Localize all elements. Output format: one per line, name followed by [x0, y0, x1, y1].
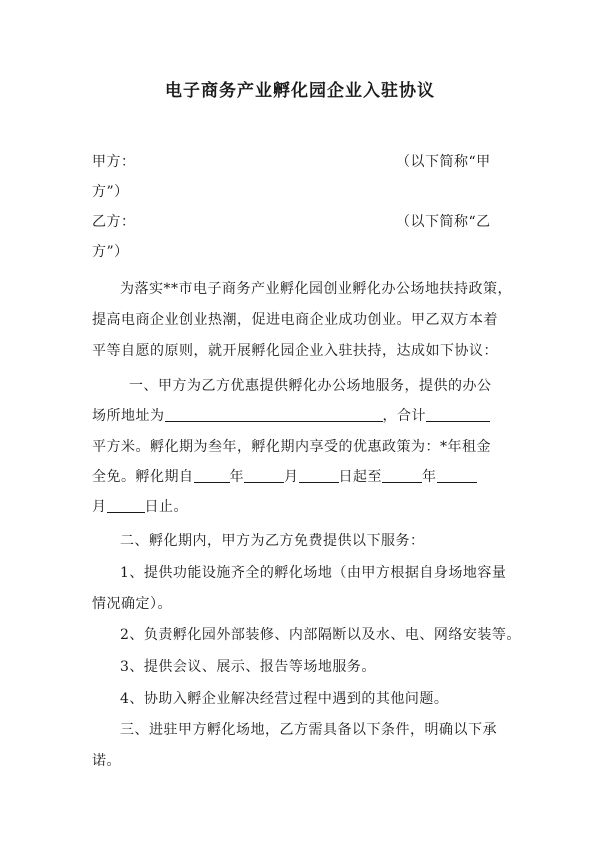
start-day-blank	[299, 469, 339, 483]
year-label: 年	[229, 469, 244, 485]
party-b-label: 乙方：	[92, 214, 136, 230]
party-b-note-end: 方”）	[92, 244, 129, 260]
end-label: 日止。	[144, 499, 188, 515]
clause2-item1-line-1: 1、提供功能设施齐全的孵化场地（由甲方根据自身场地容量	[120, 565, 507, 581]
intro-line-1: 为落实**市电子商务产业孵化园创业孵化办公场地扶持政策，	[120, 281, 512, 297]
party-a-note: （以下简称“甲	[396, 154, 491, 170]
month-label: 月	[284, 469, 299, 485]
clause1-line-4	[92, 466, 522, 486]
start-month-blank	[244, 469, 284, 483]
end-year-label: 年	[422, 469, 437, 485]
clause3-line-2: 诺。	[92, 753, 121, 769]
clause1-line-5	[92, 496, 522, 516]
clause1-line-3: 平方米。孵化期为叁年，孵化期内享受的优惠政策为：*年租金	[92, 439, 491, 455]
clause2-item1-line-2: 情况确定）。	[92, 596, 172, 612]
start-year-blank	[194, 469, 230, 483]
clause2-heading: 二、孵化期内，甲方为乙方免费提供以下服务：	[120, 533, 425, 549]
clause1-line-2	[92, 405, 522, 425]
clause1-total-label: ，合计	[382, 408, 426, 424]
clause3-line-1: 三、进驻甲方孵化场地，乙方需具备以下条件，明确以下承	[120, 722, 497, 738]
intro-line-2: 提高电商企业创业热潮，促进电商企业成功创业。甲乙双方本着	[92, 312, 498, 328]
end-month-blank-start	[437, 469, 477, 483]
clause2-item3: 3、提供会议、展示、报告等场地服务。	[120, 659, 376, 675]
clause1-period-label: 全免。孵化期自	[92, 469, 194, 485]
intro-line-3: 平等自愿的原则，就开展孵化园企业入驻扶持，达成如下协议：	[92, 343, 498, 359]
clause1-address-label: 场所地址为	[92, 408, 165, 424]
clause2-item4: 4、协助入孵企业解决经营过程中遇到的其他问题。	[120, 691, 449, 707]
end-day-blank	[107, 499, 145, 513]
party-a-note-end: 方”）	[92, 184, 129, 200]
document-title: 电子商务产业孵化园企业入驻协议	[165, 81, 435, 101]
party-b-note: （以下简称“乙	[396, 214, 491, 230]
end-year-blank	[382, 469, 422, 483]
clause2-item2: 2、负责孵化园外部装修、内部隔断以及水、电、网络安装等。	[120, 627, 521, 643]
party-a-label: 甲方：	[92, 154, 136, 170]
end-month-label: 月	[92, 499, 107, 515]
until-label: 日起至	[338, 469, 382, 485]
area-blank	[426, 408, 490, 422]
address-blank	[165, 408, 383, 422]
clause1-line-1: 一、甲方为乙方优惠提供孵化办公场地服务，提供的办公	[129, 378, 492, 394]
